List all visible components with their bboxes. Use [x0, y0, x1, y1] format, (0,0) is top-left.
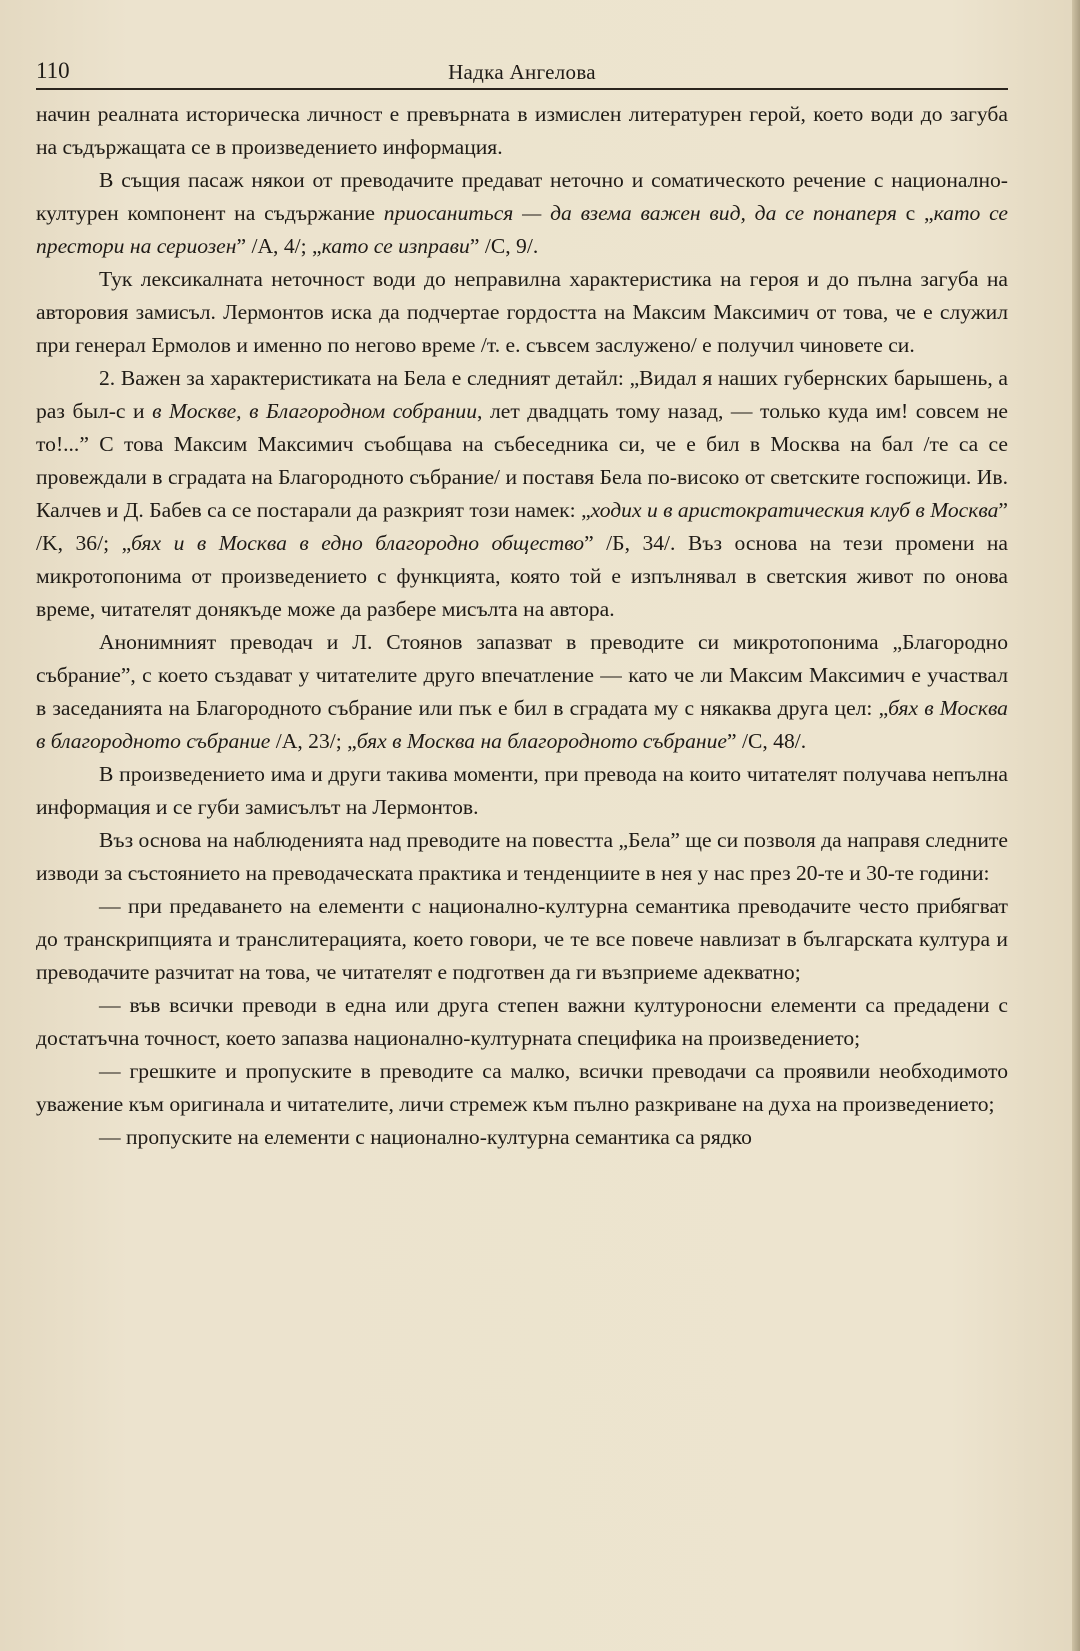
- italic-quote: като се изправи: [321, 234, 470, 258]
- paragraph-p9: [36, 989, 1008, 1055]
- paragraph-p2: [36, 164, 1008, 263]
- text-run: , лет двадцать тому назад, — только куда им! совсем не то!...” С това Максим Максимич съобщава на събеседника си, че е бил в Москва на бал /те са се провеждали в сградата на Благородното събрание/ и поставя Бела по-високо от светските госпожици. Ив. Калчев и Д. Бабев са се постарали да разкрият този намек: „: [36, 399, 1008, 522]
- text-run: Тук лексикалната неточност води до неправилна характеристика на героя и до пълна загуба на авторовия замисъл. Лермонтов иска да подчертае гордостта на Максим Максимич от това, че е служил при генерал Ермолов и именно по негово време /т. е. съвсем заслужено/ е получил чиновете си.: [36, 267, 1008, 357]
- paragraph-p3: [36, 263, 1008, 362]
- text-run: /A, 23/; „: [270, 729, 357, 753]
- page-edge-shadow: [1072, 0, 1080, 1651]
- text-run: В същия пасаж някои от преводачите предават неточно и соматическото речение с национално-културен компонент на съдържание: [36, 168, 1008, 225]
- paragraph-p4: [36, 362, 1008, 626]
- paragraph-p8: [36, 890, 1008, 989]
- text-run: — във всички преводи в една или друга степен важни културоносни елементи са предадени с достатъчна точност, което запазва национално-културната специфика на произведението;: [36, 993, 1008, 1050]
- text-run: В произведението има и други такива моменти, при превода на които читателят получава непълна информация и се губи замисълът на Лермонтов.: [36, 762, 1008, 819]
- paragraph-p6: [36, 758, 1008, 824]
- paragraph-p10: [36, 1055, 1008, 1121]
- italic-quote: бях в Москва в благородното събрание: [36, 696, 1008, 753]
- italic-quote: бях в Москва на благородното събрание: [356, 729, 727, 753]
- running-head: Надка Ангелова: [448, 60, 596, 84]
- paragraph-p11: [36, 1121, 1008, 1154]
- italic-quote: в Москве, в Благородном собрании: [152, 399, 478, 423]
- text-run: — при предаването на елементи с национално-културна семантика преводачите често прибягват до транскрипцията и транслитерацията, което говори, че те все повече навлизат в българската култура и преводачите разчитат на това, че читателят е подготвен да ги възприеме адекватно;: [36, 894, 1008, 984]
- paragraph-p7: [36, 824, 1008, 890]
- text-run: ” /C, 48/.: [726, 729, 807, 753]
- paragraph-p1: [36, 98, 1008, 164]
- body-text: [36, 98, 1008, 1154]
- page-header: [36, 58, 1008, 90]
- italic-quote: като се престори на сериозен: [36, 201, 1009, 258]
- text-run: с „: [896, 201, 934, 225]
- paragraph-p5: [36, 626, 1008, 758]
- text-run: Анонимният преводач и Л. Стоянов запазват в преводите си микротопонима „Благородно събрание”, с което създават у читателите друго впечатление — като че ли Максим Максимич е участвал в заседанията на Благородното събрание или пък е бил в сградата му с някаква друга цел: „: [36, 630, 1008, 720]
- text-run: Въз основа на наблюденията над преводите на повестта „Бела” ще си позволя да направя следните изводи за състоянието на преводаческата практика и тенденциите в нея у нас през 20-те и 30-те години:: [36, 828, 1008, 885]
- page-number: 110: [36, 58, 70, 83]
- italic-quote: приосаниться — да взема важен вид, да се понаперя: [383, 201, 897, 225]
- italic-quote: бях и в Москва в едно благородно общество: [131, 531, 585, 555]
- text-run: ” /K, 36/; „: [36, 498, 1008, 555]
- italic-quote: ходих и в аристократическия клуб в Москва: [590, 498, 999, 522]
- text-run: — грешките и пропуските в преводите са малко, всички преводачи са проявили необходимото уважение към оригинала и читателите, личи стремеж към пълно разкриване на духа на произведението;: [36, 1059, 1008, 1116]
- text-run: — пропуските на елементи с национално-културна семантика са рядко: [99, 1125, 752, 1149]
- text-run: 2. Важен за характеристиката на Бела е следният детайл: „Видал я наших губернских барышень, а раз был-с и: [36, 366, 1008, 423]
- text-run: начин реалната историческа личност е превърната в измислен литературен герой, което води до загуба на съдържащата се в произведението информация.: [36, 102, 1008, 159]
- text-run: ” /Б, 34/. Въз основа на тези промени на микротопонима от произведението с функцията, която той е изпълнявал в светския живот по онова време, читателят донякъде може да разбере мисълта на автора.: [36, 531, 1009, 621]
- text-run: ” /C, 9/.: [469, 234, 539, 258]
- text-run: ” /A, 4/; „: [236, 234, 322, 258]
